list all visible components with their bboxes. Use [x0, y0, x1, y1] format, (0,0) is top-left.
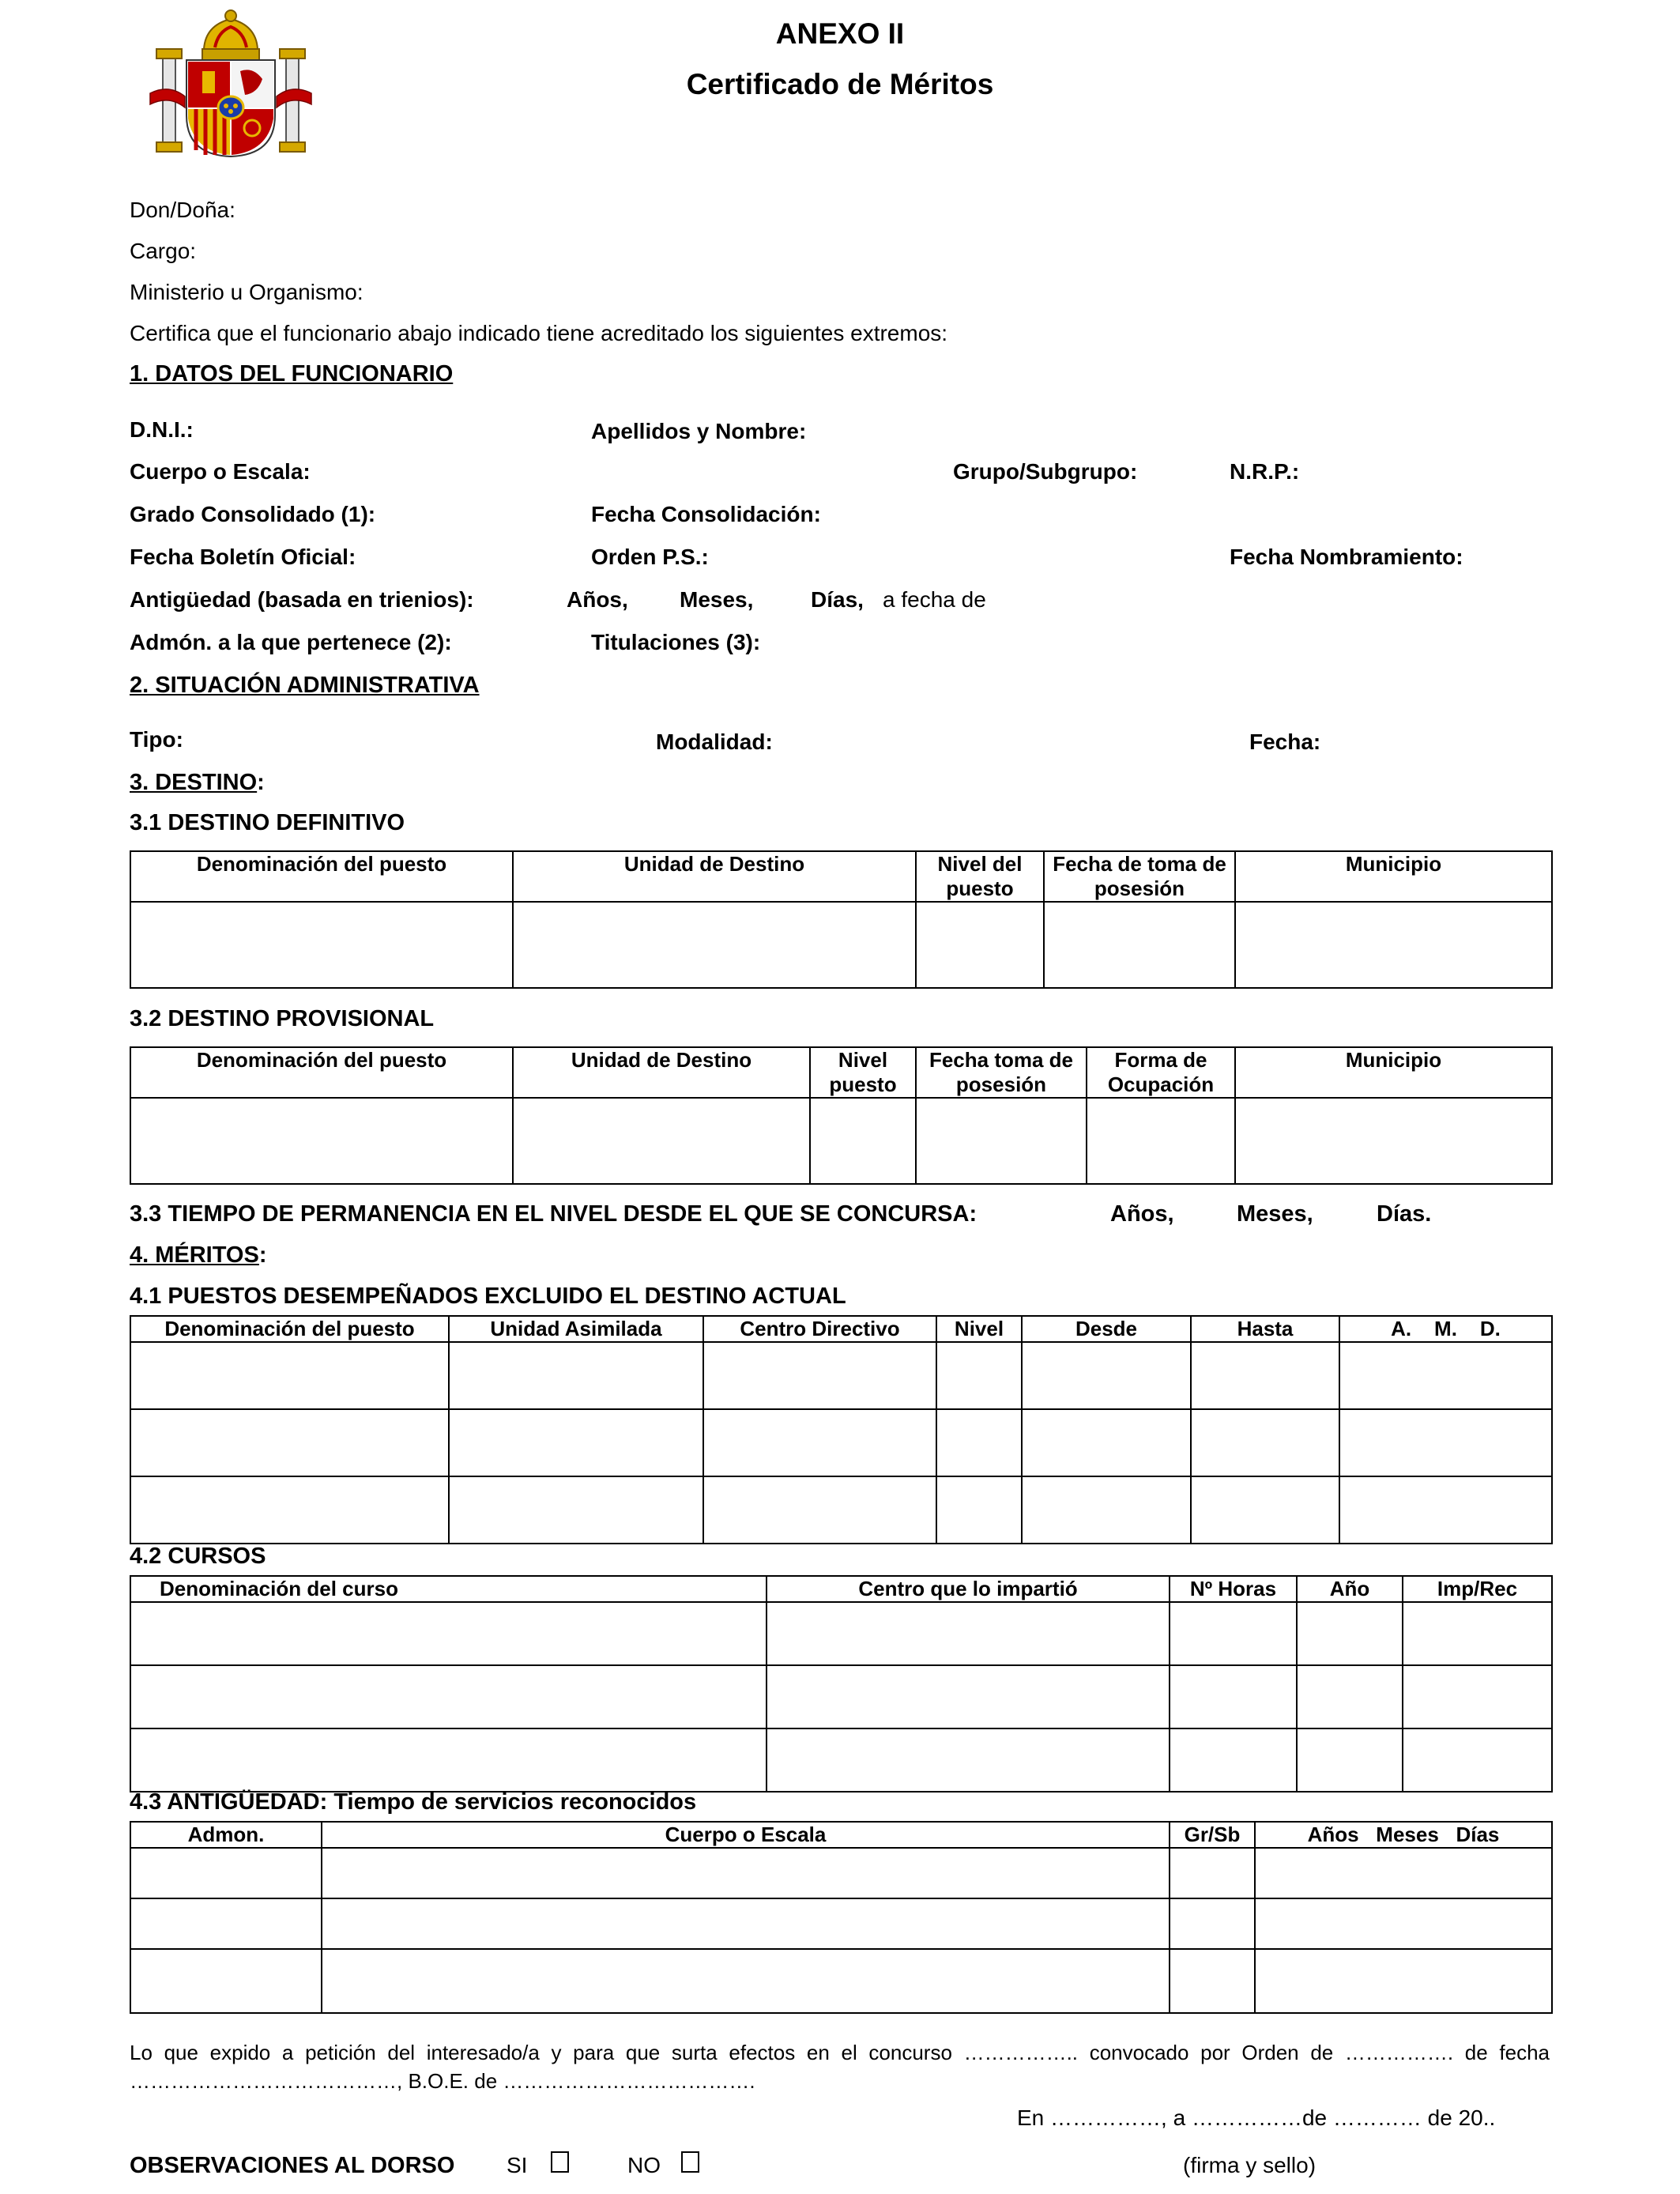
table-cell[interactable] — [449, 1476, 703, 1544]
section-3-2-title: 3.2 DESTINO PROVISIONAL — [130, 1006, 435, 1031]
section-3-3-title: 3.3 TIEMPO DE PERMANENCIA EN EL NIVEL DESDE EL QUE SE CONCURSA: — [130, 1201, 977, 1227]
table-cell[interactable] — [1170, 1602, 1297, 1665]
column-header: Municipio — [1235, 851, 1552, 902]
dni-label: D.N.I.: — [130, 417, 194, 442]
si-checkbox[interactable] — [551, 2151, 569, 2173]
table-cell[interactable] — [1235, 1098, 1552, 1184]
a-fecha-de-label: a fecha de — [883, 587, 986, 612]
document-title: ANEXO II — [775, 17, 905, 50]
table-row — [130, 1848, 1552, 1898]
table-cell[interactable] — [130, 902, 513, 988]
antiguedad-dias-label: Días, — [811, 587, 864, 612]
table-row — [130, 1342, 1552, 1409]
grupo-label: Grupo/Subgrupo: — [953, 459, 1138, 484]
apellidos-label: Apellidos y Nombre: — [591, 419, 807, 443]
table-cell[interactable] — [322, 1848, 1170, 1898]
antiguedad-meses-label: Meses, — [680, 587, 754, 612]
nrp-label: N.R.P.: — [1230, 459, 1300, 484]
column-header: Año — [1297, 1576, 1403, 1602]
orden-ps-label: Orden P.S.: — [591, 545, 709, 569]
table-cell[interactable] — [1170, 1728, 1297, 1792]
section-4-1-title: 4.1 PUESTOS DESEMPEÑADOS EXCLUIDO EL DESTINO ACTUAL — [130, 1284, 846, 1309]
table-cell[interactable] — [130, 1342, 449, 1409]
section-4-title-text: 4. MÉRITOS — [130, 1242, 259, 1268]
certifica-text: Certifica que el funcionario abajo indicado tiene acreditado los siguientes extremos: — [130, 321, 948, 345]
expido-paragraph: Lo que expido a petición del interesado/a y para que surta efectos en el concurso …………….. convocado por Orden de ……………. de fecha …………………………………, B.O.E. de ………………………………. — [130, 2041, 1550, 2093]
table-cell[interactable] — [1235, 902, 1552, 988]
table-cell[interactable] — [1022, 1342, 1191, 1409]
column-header: Denominación del curso — [130, 1576, 767, 1602]
table-antiguedad — [130, 1821, 1553, 2014]
column-header: Fecha de toma de posesión — [1044, 851, 1235, 902]
section-4-title — [130, 1242, 267, 1269]
table-cell[interactable] — [1339, 1476, 1552, 1544]
column-header: Gr/Sb — [1170, 1822, 1255, 1848]
no-label: NO — [627, 2153, 661, 2177]
firma-label: (firma y sello) — [1183, 2153, 1317, 2177]
table-cell[interactable] — [936, 1409, 1022, 1476]
table-cell[interactable] — [513, 1098, 810, 1184]
table-cell[interactable] — [1170, 1848, 1255, 1898]
table-cell[interactable] — [1170, 1898, 1255, 1949]
column-header: Fecha toma de posesión — [916, 1047, 1087, 1098]
table-cell[interactable] — [1170, 1949, 1255, 2013]
table-cell[interactable] — [767, 1728, 1170, 1792]
section-3-1-title: 3.1 DESTINO DEFINITIVO — [130, 810, 405, 835]
column-header: Nº Horas — [1170, 1576, 1297, 1602]
ministerio-label: Ministerio u Organismo: — [130, 280, 363, 304]
table-cell[interactable] — [130, 1098, 513, 1184]
table-row — [130, 1409, 1552, 1476]
titulaciones-label: Titulaciones (3): — [591, 630, 761, 654]
table-cell[interactable] — [130, 1898, 322, 1949]
don-dona-label: Don/Doña: — [130, 198, 235, 222]
table-row — [130, 1665, 1552, 1728]
table-cell[interactable] — [1191, 1476, 1339, 1544]
grado-label: Grado Consolidado (1): — [130, 502, 376, 526]
table-cell[interactable] — [1170, 1665, 1297, 1728]
table-cell[interactable] — [767, 1602, 1170, 1665]
table-row — [130, 1602, 1552, 1665]
table-cell[interactable] — [1044, 902, 1235, 988]
column-header: Nivel puesto — [810, 1047, 916, 1098]
table-cell[interactable] — [1191, 1409, 1339, 1476]
section-3-title-text: 3. DESTINO — [130, 770, 258, 795]
column-header: Municipio — [1235, 1047, 1552, 1098]
table-cell[interactable] — [1191, 1342, 1339, 1409]
modalidad-label: Modalidad: — [656, 729, 773, 754]
column-header: Desde — [1022, 1316, 1191, 1342]
fecha-consolidacion-label: Fecha Consolidación: — [591, 502, 821, 526]
table-destino-definitivo — [130, 850, 1553, 989]
table-destino-provisional — [130, 1046, 1553, 1185]
section-4-2-title: 4.2 CURSOS — [130, 1544, 266, 1569]
table-cell[interactable] — [1022, 1409, 1191, 1476]
section-3-title — [130, 770, 265, 796]
table-cell[interactable] — [1022, 1476, 1191, 1544]
column-header: Forma de Ocupación — [1087, 1047, 1235, 1098]
column-header: Denominación del puesto — [130, 1316, 449, 1342]
si-label: SI — [507, 2153, 528, 2177]
table-cell[interactable] — [703, 1476, 936, 1544]
column-header: Denominación del puesto — [130, 1047, 513, 1098]
table-row — [130, 1476, 1552, 1544]
table-cell[interactable] — [130, 1409, 449, 1476]
column-header: Hasta — [1191, 1316, 1339, 1342]
table-cell[interactable] — [1403, 1728, 1552, 1792]
column-header: Unidad Asimilada — [449, 1316, 703, 1342]
column-header: Unidad de Destino — [513, 1047, 810, 1098]
table-cell[interactable] — [1297, 1728, 1403, 1792]
table-cell[interactable] — [1297, 1602, 1403, 1665]
table-puestos-desempenados — [130, 1315, 1553, 1544]
column-header: Denominación del puesto — [130, 851, 513, 902]
table-cell[interactable] — [916, 1098, 1087, 1184]
table-cell[interactable] — [1297, 1665, 1403, 1728]
table-cell[interactable] — [130, 1728, 767, 1792]
table-cursos — [130, 1575, 1553, 1793]
table-cell[interactable] — [916, 902, 1044, 988]
table-cell[interactable] — [513, 902, 916, 988]
column-header: Cuerpo o Escala — [322, 1822, 1170, 1848]
section-4-3-title — [130, 1789, 696, 1815]
tipo-label: Tipo: — [130, 727, 183, 752]
table-cell[interactable] — [1403, 1602, 1552, 1665]
section-1-title: 1. DATOS DEL FUNCIONARIO — [130, 361, 454, 386]
column-header: Nivel del puesto — [916, 851, 1044, 902]
admon-label: Admón. a la que pertenece (2): — [130, 630, 452, 654]
table-cell[interactable] — [936, 1342, 1022, 1409]
table-cell[interactable] — [1339, 1409, 1552, 1476]
permanencia-dias-label: Días. — [1377, 1201, 1432, 1227]
table-cell[interactable] — [130, 1602, 767, 1665]
column-header: Años Meses Días — [1255, 1822, 1552, 1848]
document-subtitle: Certificado de Méritos — [686, 68, 994, 100]
table-cell[interactable] — [936, 1476, 1022, 1544]
table-cell[interactable] — [703, 1342, 936, 1409]
section-4-colon: : — [258, 1242, 267, 1268]
cuerpo-label: Cuerpo o Escala: — [130, 459, 311, 484]
column-header: Unidad de Destino — [513, 851, 916, 902]
fecha-nombramiento-label: Fecha Nombramiento: — [1230, 545, 1463, 569]
section-2-title: 2. SITUACIÓN ADMINISTRATIVA — [130, 673, 480, 698]
fecha-boletin-label: Fecha Boletín Oficial: — [130, 545, 356, 569]
table-cell[interactable] — [449, 1342, 703, 1409]
column-header: Centro que lo impartió — [767, 1576, 1170, 1602]
table-cell[interactable] — [130, 1949, 322, 2013]
observaciones-label: OBSERVACIONES AL DORSO — [130, 2153, 455, 2178]
table-cell[interactable] — [449, 1409, 703, 1476]
en-fecha-line: En ……………, a ……………de ………… de 20.. — [1017, 2105, 1496, 2130]
table-cell[interactable] — [767, 1665, 1170, 1728]
no-checkbox[interactable] — [681, 2151, 699, 2173]
table-cell[interactable] — [322, 1898, 1170, 1949]
table-cell[interactable] — [130, 1848, 322, 1898]
table-cell[interactable] — [130, 1665, 767, 1728]
table-cell[interactable] — [1339, 1342, 1552, 1409]
fecha-situacion-label: Fecha: — [1249, 729, 1321, 754]
table-row — [130, 1949, 1552, 2013]
table-cell[interactable] — [1255, 1848, 1552, 1898]
table-row — [130, 902, 1552, 988]
column-header: A. M. D. — [1339, 1316, 1552, 1342]
table-row — [130, 1728, 1552, 1792]
permanencia-anos-label: Años, — [1110, 1201, 1174, 1227]
table-cell[interactable] — [1403, 1665, 1552, 1728]
antiguedad-label: Antigüedad (basada en trienios): — [130, 587, 474, 612]
column-header: Imp/Rec — [1403, 1576, 1552, 1602]
table-cell[interactable] — [322, 1949, 1170, 2013]
cargo-label: Cargo: — [130, 239, 197, 263]
table-cell[interactable] — [810, 1098, 916, 1184]
table-row — [130, 1098, 1552, 1184]
table-cell[interactable] — [1255, 1898, 1552, 1949]
section-3-colon: : — [257, 770, 265, 795]
column-header: Admon. — [130, 1822, 322, 1848]
table-cell[interactable] — [1087, 1098, 1235, 1184]
table-cell[interactable] — [130, 1476, 449, 1544]
column-header: Centro Directivo — [703, 1316, 936, 1342]
table-row — [130, 1898, 1552, 1949]
table-cell[interactable] — [1255, 1949, 1552, 2013]
antiguedad-anos-label: Años, — [567, 587, 628, 612]
section-4-3-title-rest: Tiempo de servicios reconocidos — [327, 1789, 697, 1815]
permanencia-meses-label: Meses, — [1237, 1201, 1313, 1227]
section-4-3-title-bold: 4.3 ANTIGÜEDAD: — [130, 1789, 328, 1815]
table-cell[interactable] — [703, 1409, 936, 1476]
column-header: Nivel — [936, 1316, 1022, 1342]
